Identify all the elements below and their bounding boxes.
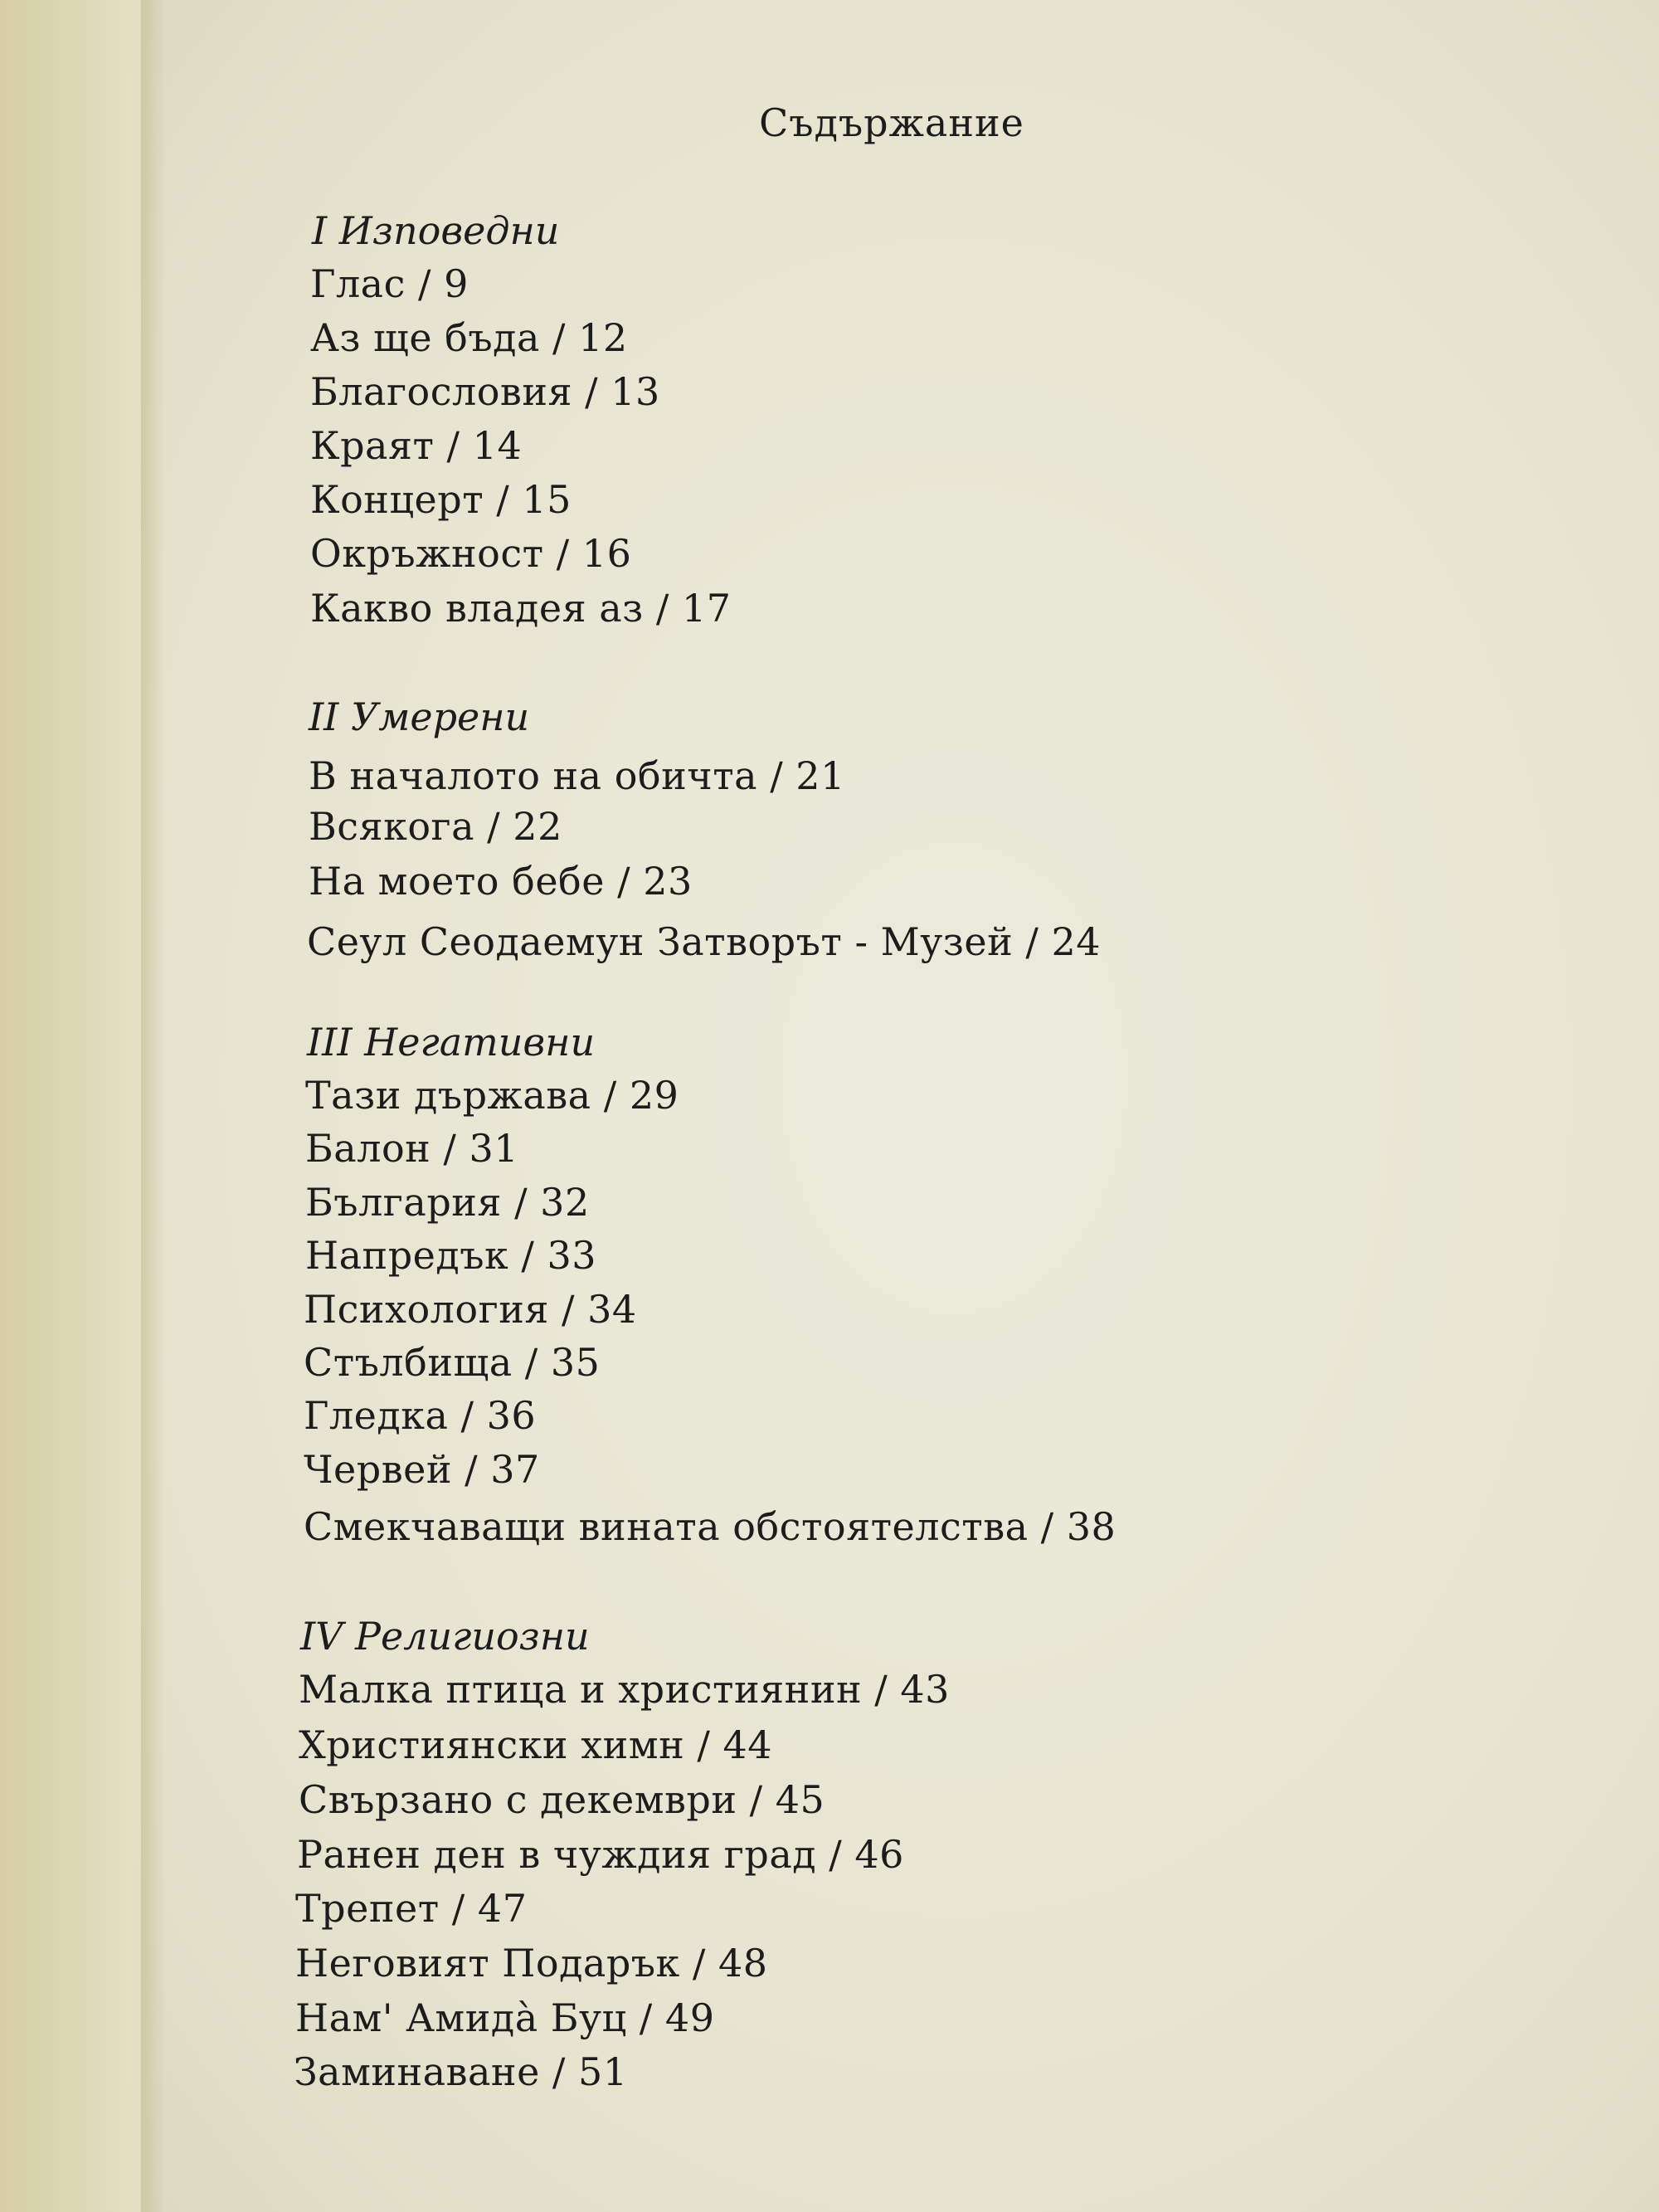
toc-entry: Християнски химн / 44 <box>299 1722 773 1767</box>
toc-entry: Краят / 14 <box>310 423 523 468</box>
toc-entry: В началото на обичта / 21 <box>309 753 845 798</box>
toc-entry: Гледка / 36 <box>304 1393 537 1438</box>
gutter-shadow <box>141 0 166 2212</box>
toc-entry: Стълбища / 35 <box>304 1340 601 1385</box>
toc-entry: Концерт / 15 <box>310 477 572 522</box>
toc-entry: Тази държава / 29 <box>305 1073 679 1118</box>
toc-entry: Всякога / 22 <box>309 804 562 849</box>
toc-entry: Глас / 9 <box>310 261 469 306</box>
toc-entry: Заминаване / 51 <box>294 2049 628 2094</box>
toc-entry: Трепет / 47 <box>295 1886 528 1931</box>
section-heading-4: IV Религиозни <box>300 1614 590 1659</box>
toc-entry: Неговият Подарък / 48 <box>295 1941 768 1985</box>
toc-entry: България / 32 <box>305 1180 590 1225</box>
toc-entry: Напредък / 33 <box>305 1233 596 1278</box>
toc-entry: Окръжност / 16 <box>310 531 632 576</box>
toc-entry: Ранен ден в чуждия град / 46 <box>297 1832 904 1877</box>
section-heading-1: I Изповедни <box>312 208 560 253</box>
section-heading-2: II Умерени <box>309 694 530 739</box>
toc-entry: Нам' Амидà Буц / 49 <box>295 1995 715 2040</box>
section-heading-3: III Негативни <box>307 1020 596 1065</box>
toc-entry: Смекчаващи вината обстоятелства / 38 <box>304 1504 1117 1549</box>
toc-entry: Червей / 37 <box>304 1447 540 1492</box>
toc-entry: Аз ще бъда / 12 <box>310 315 628 360</box>
toc-entry: На моето бебе / 23 <box>309 859 693 904</box>
toc-entry: Сеул Сеодаемун Затворът - Музей / 24 <box>307 919 1102 964</box>
toc-entry: Какво владея аз / 17 <box>310 586 732 631</box>
toc-entry: Свързано с декември / 45 <box>299 1777 825 1822</box>
book-gutter <box>0 0 158 2212</box>
toc-entry: Благословия / 13 <box>310 369 660 414</box>
toc-entry: Психология / 34 <box>304 1287 637 1332</box>
toc-entry: Балон / 31 <box>305 1126 519 1171</box>
toc-entry: Малка птица и християнин / 43 <box>299 1667 950 1712</box>
page-title: Съдържание <box>759 100 1024 145</box>
